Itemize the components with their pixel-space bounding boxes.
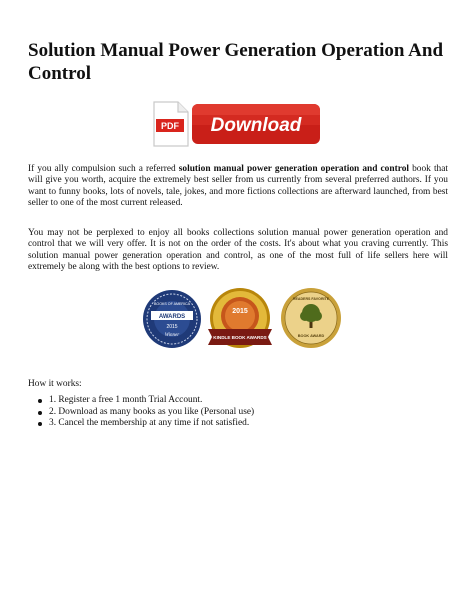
award-badges <box>142 283 342 355</box>
kindle-book-award-seal <box>208 288 272 348</box>
middle-seal-banner: KINDLE BOOK AWARDS <box>213 335 267 340</box>
download-label: Download <box>210 115 302 136</box>
second-paragraph: You may not be perplexed to enjoy all books collections solution manual power generation operation and control that we will very offer. It is not on the order of the costs. It's about what you craving currently. This solution manual power generation operation and control, as one of the most full of life sellers here will extremely be along with the best options to review. <box>28 228 448 272</box>
intro-book-title: solution manual power generation operation and control <box>178 164 409 174</box>
intro-text-end: book that will give you worth, acquire the extremely best seller from us currently from several preferred authors. If you want to funny books, lots of novels, tale, jokes, and more fictions collections are afterward launched, from best seller to one of the most current released. <box>28 164 448 208</box>
how-it-works-heading: How it works: <box>28 379 82 389</box>
left-seal-year: 2015 <box>166 324 178 330</box>
list-item: 3. Cancel the membership at any time if not satisfied. <box>28 418 254 430</box>
left-seal-banner: AWARDS <box>158 314 186 320</box>
download-button[interactable] <box>152 101 322 147</box>
intro-paragraph <box>28 164 448 209</box>
left-seal-top-text: BOOKS OF AMERICA <box>154 302 190 306</box>
pdf-file-icon <box>154 102 188 146</box>
right-seal-bottom: BOOK AWARD <box>297 334 325 338</box>
left-seal-bottom: Winner <box>164 333 180 338</box>
right-seal-top-text: READERS FAVORITE <box>292 297 330 301</box>
list-item: 1. Register a free 1 month Trial Account. <box>28 395 254 407</box>
readers-favorite-award-seal <box>281 288 341 348</box>
books-of-america-award-seal <box>143 290 201 348</box>
list-item: 2. Download as many books as you like (Personal use) <box>28 407 254 419</box>
pdf-label: PDF <box>161 121 179 131</box>
steps-list <box>28 395 254 430</box>
page-title: Solution Manual Power Generation Operation And Control <box>28 40 444 84</box>
intro-text-start: If you ally compulsion such a referred <box>28 164 179 174</box>
middle-seal-year: 2015 <box>232 308 248 315</box>
